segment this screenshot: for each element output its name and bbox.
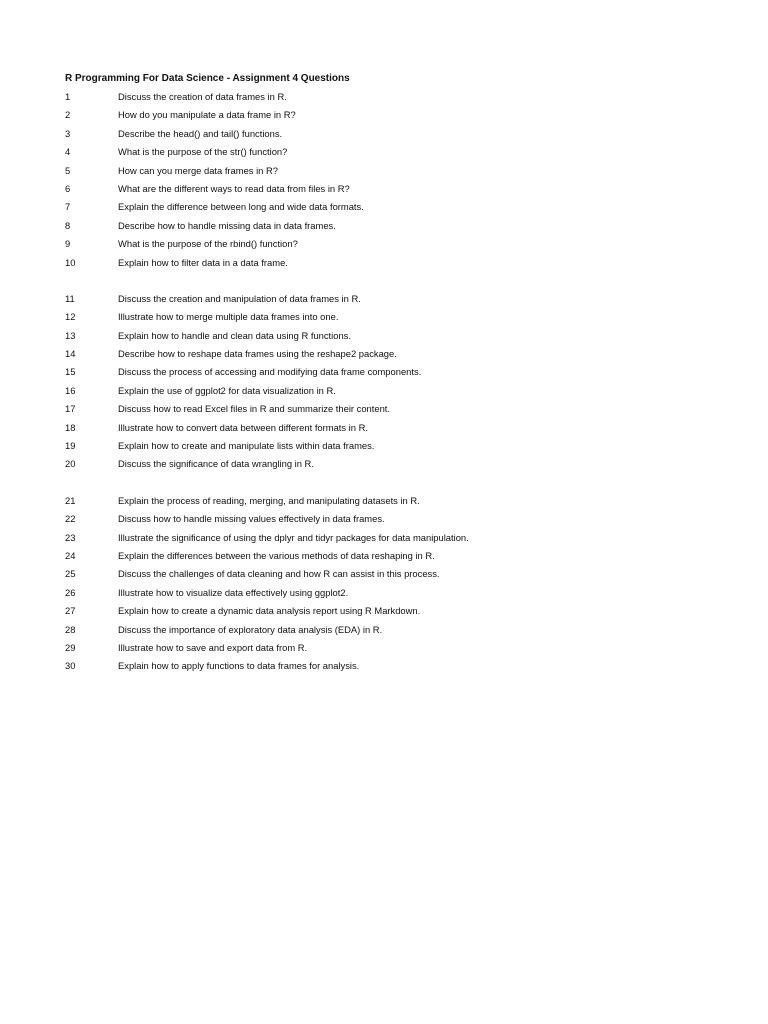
question-row: [65, 567, 745, 585]
question-row: [65, 365, 745, 383]
question-group: [65, 494, 745, 678]
question-row: [65, 549, 745, 567]
question-row: [65, 623, 745, 641]
question-text: Discuss the challenges of data cleaning and how R can assist in this process.: [118, 568, 440, 580]
question-text: Illustrate how to merge multiple data frames into one.: [118, 311, 339, 323]
question-number: 22: [65, 513, 76, 525]
question-number: 17: [65, 403, 76, 415]
question-row: [65, 659, 745, 677]
question-list: [65, 90, 745, 696]
question-row: [65, 384, 745, 402]
question-row: [65, 182, 745, 200]
question-text: What is the purpose of the str() function?: [118, 146, 288, 158]
question-text: Illustrate the significance of using the dplyr and tidyr packages for data manipulation.: [118, 531, 469, 543]
question-number: 1: [65, 91, 71, 102]
question-text: What is the purpose of the rbind() function?: [118, 238, 298, 250]
question-text: Explain how to filter data in a data frame.: [118, 256, 288, 268]
question-text: Discuss how to read Excel files in R and summarize their content.: [118, 403, 390, 415]
question-text: Illustrate how to save and export data from R.: [118, 641, 308, 653]
question-number: 21: [65, 494, 76, 506]
question-number: 16: [65, 384, 76, 396]
question-row: [65, 108, 745, 126]
question-text: Explain how to create and manipulate lists within data frames.: [118, 440, 375, 452]
question-text: Describe how to reshape data frames using the reshape2 package.: [118, 348, 397, 360]
question-text: Illustrate how to convert data between different formats in R.: [118, 421, 368, 433]
question-number: 24: [65, 549, 76, 561]
question-row: [65, 531, 745, 549]
question-text: Describe how to handle missing data in data frames.: [118, 219, 336, 231]
question-row: [65, 439, 745, 457]
question-number: 4: [65, 146, 71, 158]
question-group: [65, 292, 745, 476]
question-number: 27: [65, 605, 76, 617]
question-text: Explain the differences between the various methods of data reshaping in R.: [118, 549, 435, 561]
question-number: 13: [65, 329, 76, 341]
question-row: [65, 219, 745, 237]
question-row: [65, 586, 745, 604]
question-row: [65, 127, 745, 145]
question-row: [65, 641, 745, 659]
document-title: R Programming For Data Science - Assignment 4 Questions: [65, 73, 350, 84]
question-number: 5: [65, 164, 71, 176]
question-row: [65, 310, 745, 328]
question-text: What are the different ways to read data from files in R?: [118, 182, 350, 194]
question-number: 11: [65, 292, 75, 304]
question-number: 12: [65, 311, 76, 323]
question-row: [65, 145, 745, 163]
question-row: [65, 256, 745, 274]
question-row: [65, 329, 745, 347]
question-text: Explain how to apply functions to data frames for analysis.: [118, 660, 360, 672]
question-group: [65, 90, 745, 274]
question-row: [65, 512, 745, 530]
question-row: [65, 402, 745, 420]
question-number: 7: [65, 201, 71, 213]
question-text: Explain the difference between long and wide data formats.: [118, 201, 364, 213]
question-text: Discuss the creation and manipulation of data frames in R.: [118, 292, 361, 304]
question-number: 18: [65, 421, 76, 433]
question-row: [65, 604, 745, 622]
question-number: 28: [65, 623, 76, 635]
question-text: Describe the head() and tail() functions.: [118, 127, 283, 139]
question-text: Explain how to handle and clean data using R functions.: [118, 329, 351, 341]
question-row: [65, 237, 745, 255]
question-row: [65, 494, 745, 512]
question-text: Illustrate how to visualize data effectively using ggplot2.: [118, 586, 349, 598]
question-text: How do you manipulate a data frame in R?: [118, 109, 296, 121]
question-number: 15: [65, 366, 76, 378]
question-number: 9: [65, 238, 71, 250]
question-number: 6: [65, 182, 71, 194]
question-number: 14: [65, 348, 76, 360]
question-row: [65, 292, 745, 310]
question-text: Discuss the process of accessing and modifying data frame components.: [118, 366, 422, 378]
question-text: Discuss how to handle missing values effectively in data frames.: [118, 513, 385, 525]
question-text: Explain the use of ggplot2 for data visualization in R.: [118, 384, 336, 396]
question-text: Discuss the significance of data wrangling in R.: [118, 458, 314, 470]
question-number: 25: [65, 568, 76, 580]
question-number: 20: [65, 458, 76, 470]
question-number: 8: [65, 219, 71, 231]
question-text: Discuss the importance of exploratory data analysis (EDA) in R.: [118, 623, 383, 635]
question-number: 2: [65, 109, 71, 121]
question-row: [65, 164, 745, 182]
question-text: Discuss the creation of data frames in R.: [118, 91, 287, 102]
question-row: [65, 347, 745, 365]
question-number: 3: [65, 127, 71, 139]
question-number: 23: [65, 531, 76, 543]
question-number: 19: [65, 440, 76, 452]
question-text: Explain the process of reading, merging, and manipulating datasets in R.: [118, 494, 420, 506]
question-number: 30: [65, 660, 76, 672]
question-number: 26: [65, 586, 76, 598]
question-text: Explain how to create a dynamic data analysis report using R Markdown.: [118, 605, 421, 617]
question-row: [65, 90, 745, 108]
question-row: [65, 200, 745, 218]
question-number: 10: [65, 256, 76, 268]
question-row: [65, 457, 745, 475]
question-row: [65, 421, 745, 439]
question-number: 29: [65, 641, 76, 653]
question-text: How can you merge data frames in R?: [118, 164, 278, 176]
